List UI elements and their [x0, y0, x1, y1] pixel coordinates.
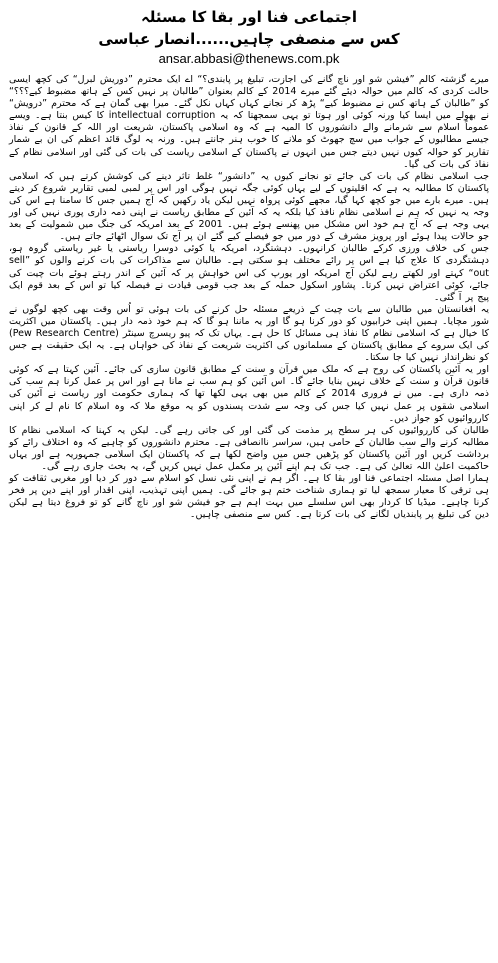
article-paragraph: ہمارا اصل مسئلہ اجتماعی فنا اور بقا کا ہے۔ اگر ہم نے اپنی نئی نسل کو اسلام سے دور کر دیا اور مغربی ثقافت کو ہی ترقی کا معیار سمجھ لیا تو ہماری شناخت ختم ہو جائے گی۔ ہمیں اپنی تہذیب، اپنی اقدار اور اپنے دین پر فخر کرنا چاہیے۔ میڈیا کا کردار بھی اس سلسلے میں بہت اہم ہے جو فیشن شو اور ناچ گانے کو تو فروغ دیتا ہے لیکن دین کی تبلیغ پر پابندیاں لگانے کی بات کرتا ہے۔ کس سے منصفی چاہیں۔: [9, 473, 489, 521]
article-paragraph: جب اسلامی نظام کی بات کی جائے تو نجانے کیوں یہ ”دانشور“ غلط تاثر دینے کی کوشش کرتے ہیں کہ اسلامی پاکستان کا مطالبہ یہ ہے کہ اقلیتوں کے لیے یہاں کوئی جگہ نہیں ہوگی اور اس پر لمبی لمبی تقاریر شروع کر دیتے ہیں۔ میرے بارے میں جو کچھ کہا گیا، مجھے کوئی پرواہ نہیں لیکن یاد رکھیں کہ آج ہمیں جس کا سامنا ہے اس کی وجہ یہ نہیں کہ ہم نے اسلامی نظام نافذ کیا بلکہ یہ کہ آئین کے مطابق ریاست نے اپنی ذمہ داری پوری نہیں کی اور یہی وجہ ہے کہ آج ہم خود اس مشکل میں پھنسے ہوئے ہیں۔ 2001 کے بعد امریکہ کی جنگ میں شمولیت کے بعد جو حالات پیدا ہوئے اور پرویز مشرف کے دور میں جو فیصلے کیے گئے ان پر آج تک سوال اٹھائے جاتے ہیں۔: [9, 170, 489, 243]
article-header: [0, 0, 498, 68]
article-paragraph: طالبان کی کارروائیوں کی ہر سطح پر مذمت کی گئی اور کی جاتی رہے گی۔ لیکن یہ کہنا کہ اسلامی نظام کا مطالبہ کرنے والے سب طالبان کے حامی ہیں، سراسر ناانصافی ہے۔ محترم دانشوروں کو چاہیے کہ وہ اختلاف رائے کو برداشت کریں اور آئین پاکستان کو پڑھیں جس میں واضح لکھا ہے کہ پاکستان ایک اسلامی جمہوریہ ہے اور یہاں حاکمیت اعلیٰ اللہ تعالیٰ کی ہے۔ جب تک ہم اپنے آئین پر مکمل عمل نہیں کریں گے، یہ بحث جاری رہے گی۔: [9, 424, 489, 472]
author-email[interactable]: ansar.abbasi@thenews.com.pk: [158, 51, 340, 66]
article-byline: کس سے منصفی چاہیں......انصار عباسی: [98, 30, 400, 48]
article-paragraph: یہ افغانستان میں طالبان سے بات چیت کے ذریعے مسئلہ حل کرنے کی بات ہوئی تو اُس وقت بھی کچھ لوگوں نے شور مچایا۔ ہمیں اپنی خرابیوں کو دور کرنا ہو گا اور یہ ماننا ہو گا کہ ہم خود ذمہ دار ہیں۔ پاکستان میں اکثریت کا خیال ہے کہ اسلامی نظام کا نفاذ ہی مسائل کا حل ہے۔ یہاں تک کہ پیو ریسرچ سینٹر (Pew Research Centre) کی ایک سروے کے مطابق پاکستان کے مسلمانوں کی اکثریت شریعت کے نفاذ کی خواہاں ہے۔ یہ ایک حقیقت ہے جس کو نظرانداز نہیں کیا جا سکتا۔: [9, 303, 490, 364]
article-title: اجتماعی فنا اور بقا کا مسئلہ: [141, 8, 357, 26]
article-body: [0, 68, 498, 942]
article-paragraph: اور یہ آئین پاکستان کی روح ہے کہ ملک میں قرآن و سنت کے مطابق قانون سازی کی جائے۔ آئین کہتا ہے کہ کوئی قانون قرآن و سنت کے خلاف نہیں بنایا جائے گا۔ اس آئین کو ہم سب نے مانا ہے اور اس پر عمل کرنا ہم سب کی ذمہ داری ہے۔ میں نے فروری 2014 کے کالم میں بھی یہی لکھا تھا کہ ہماری حکومت اور ریاست نے آئین کی اسلامی شقوں پر عمل نہیں کیا جس کی وجہ سے شدت پسندوں کو یہ موقع ملا کہ وہ اسلام کا نام لے کر اپنی کارروائیوں کو جواز دیں۔: [9, 364, 489, 424]
article-paragraph: جس کی خلاف ورزی کرکے طالبان کرانہوں۔ دہشتگرد، امریکہ یا کوئی دوسرا ریاستی یا غیر ریاستی گروہ ہو، دہشتگردی کا علاج کیا ہے اس پر رائے مختلف ہو سکتی ہے۔ طالبان سے مذاکرات کی بات کرنے والوں کو ”sell out“ کہتے اور لکھتے رہے لیکن آج امریکہ اور یورپ کی اس خواہش پر کہ آئین کے اندر رہتے ہوئے بات چیت کی جائے، کوئی اعتراض نہیں کرتا۔ پشاور اسکول حملہ کے بعد جب قومی قیادت نے فیصلہ کیا تو اس کے بعد قوم ایک پیج پر آ گئی۔: [9, 243, 489, 303]
article-paragraph: میرے گزشتہ کالم ”فیشن شو اور ناچ گانے کی اجازت، تبلیغ پر پابندی؟“ اے ایک محترم ”دوریش لبرل“ کی کچھ ایسی حالت کردی کہ کالم میں حوالہ دیئے گئے میرے 2014 کے کالم بعنوان ”طالبان پر نہیں کس کے ہاتھ مضبوط کیے؟؟؟“ کو ”طالبان کے ہاتھ کس نے مضبوط کیے“ پڑھ کر نجانے کہاں کہاں نکل گئے۔ میرا بھی گمان ہے کہ محترم ”درویش“ نے بھولے میں ایسا کیا ورنہ کوئی اور ہوتا تو یہی سمجھتا کہ یہ intellectual corruption کا کیس بنتا ہے۔ ویسے عموماً اسلام سے شرمانے والے دانشوروں کا المیہ ہے کہ وہ اسلامی پاکستان، شریعت اور اللہ کے قانون کے نفاذ جیسے مطالبوں کے جواب میں سچ جھوٹ کو ملانے کا خوب ہنر جانتے ہیں۔ ورنہ یہ لوگ قائد اعظم کی ان بے شمار تقاریر کو حوالہ کیوں نہیں دیتے جس میں انہوں نے پاکستان کے اسلامی ریاست کی بات کی گئی اور اسلامی نظام کے نفاذ کی بات کی گیا۔: [9, 74, 490, 170]
